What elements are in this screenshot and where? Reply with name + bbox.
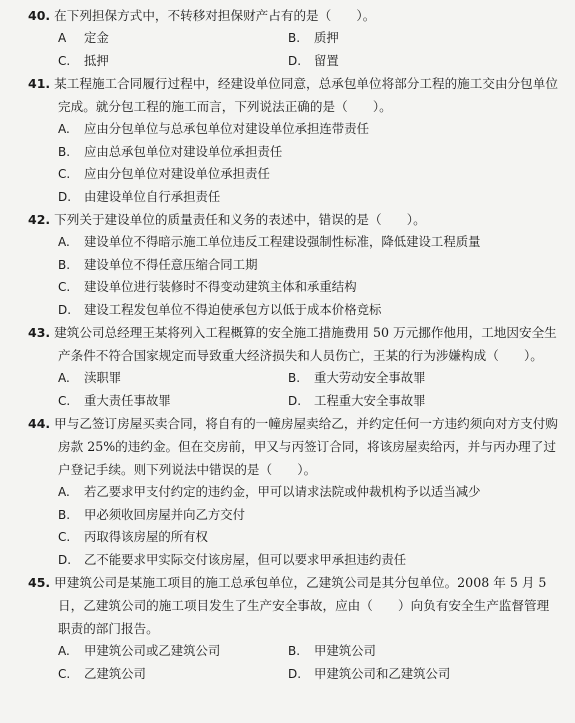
question-stem bbox=[28, 412, 561, 481]
option-label: D. bbox=[58, 552, 72, 567]
option-text: 质押 bbox=[314, 30, 339, 45]
option-label: A. bbox=[58, 485, 70, 499]
option-c bbox=[58, 663, 288, 686]
option-d bbox=[58, 186, 561, 209]
question-text: 在下列担保方式中，不转移对担保财产占有的是（ ）。 bbox=[54, 8, 376, 23]
option-label: A. bbox=[58, 371, 70, 385]
option-d bbox=[288, 390, 518, 413]
option-label: D. bbox=[58, 302, 72, 317]
options bbox=[58, 231, 561, 321]
question-number: 41. bbox=[28, 76, 51, 91]
option-a bbox=[58, 481, 561, 504]
option-label: C. bbox=[58, 393, 71, 408]
option-d bbox=[288, 663, 518, 686]
option-text: 丙取得该房屋的所有权 bbox=[84, 529, 208, 544]
question-number: 42. bbox=[28, 212, 51, 227]
option-b bbox=[58, 254, 561, 277]
option-a bbox=[58, 640, 288, 663]
option-label: D. bbox=[288, 53, 302, 68]
option-text: 甲必须收回房屋并向乙方交付 bbox=[84, 506, 246, 522]
option-c bbox=[58, 276, 561, 299]
option-label: C. bbox=[58, 530, 71, 544]
option-text: 应由总承包单位对建设单位承担责任 bbox=[84, 143, 283, 159]
option-text: 渎职罪 bbox=[84, 370, 122, 385]
option-text: 工程重大安全事故罪 bbox=[314, 392, 426, 408]
option-label: C. bbox=[58, 53, 71, 68]
option-text: 由建设单位自行承担责任 bbox=[84, 188, 221, 204]
option-b bbox=[288, 27, 518, 50]
option-c bbox=[58, 163, 561, 186]
option-a bbox=[58, 118, 561, 141]
option-c bbox=[58, 526, 561, 549]
question-44 bbox=[28, 412, 561, 571]
question-number: 40. bbox=[28, 8, 51, 23]
option-c bbox=[58, 50, 288, 73]
options bbox=[58, 640, 561, 685]
question-stem bbox=[28, 72, 561, 118]
options bbox=[58, 27, 561, 72]
options bbox=[58, 367, 561, 412]
option-label: B. bbox=[58, 257, 71, 272]
option-label: C. bbox=[58, 666, 71, 681]
option-text: 若乙要求甲支付约定的违约金，甲可以请求法院或仲裁机构予以适当减少 bbox=[84, 484, 481, 499]
question-text: 甲与乙签订房屋买卖合同，将自有的一幢房屋卖给乙，并约定任何一方违约须向对方支付购房款 25%的违约金。但在交房前，甲又与丙签订合同，将该房屋卖给丙，并与丙办理了过户登记手续。则下列说法中错误的是（ ）。 bbox=[54, 416, 558, 477]
question-text: 下列关于建设单位的质量责任和义务的表述中，错误的是（ ）。 bbox=[54, 212, 426, 227]
question-40 bbox=[28, 4, 561, 72]
question-stem bbox=[28, 571, 561, 640]
option-text: 乙不能要求甲实际交付该房屋，但可以要求甲承担违约责任 bbox=[84, 551, 407, 567]
option-text: 甲建筑公司或乙建筑公司 bbox=[84, 643, 221, 658]
question-text: 建筑公司总经理王某将列入工程概算的安全施工措施费用 50 万元挪作他用，工地因安全生产条件不符合国家规定而导致重大经济损失和人员伤亡，王某的行为涉嫌构成（ ）。 bbox=[54, 325, 557, 363]
option-label: D. bbox=[58, 189, 72, 204]
question-number: 43. bbox=[28, 325, 51, 340]
option-label: C. bbox=[58, 167, 71, 181]
option-label: A. bbox=[58, 122, 70, 136]
option-label: A bbox=[58, 31, 67, 45]
options bbox=[58, 118, 561, 208]
option-a bbox=[58, 367, 288, 390]
question-text: 甲建筑公司是某施工项目的施工总承包单位，乙建筑公司是其分包单位。2008 年 5 月 5 日，乙建筑公司的施工项目发生了生产安全事故，应由（ ）向负有安全生产监督管理职责的部门报告。 bbox=[54, 575, 550, 636]
option-text: 抵押 bbox=[84, 52, 109, 68]
option-text: 乙建筑公司 bbox=[84, 665, 146, 681]
option-text: 留置 bbox=[314, 52, 339, 68]
option-text: 甲建筑公司 bbox=[314, 643, 376, 658]
question-42 bbox=[28, 208, 561, 321]
option-label: D. bbox=[288, 666, 302, 681]
option-text: 应由分包单位与总承包单位对建设单位承担连带责任 bbox=[84, 121, 369, 136]
option-label: A. bbox=[58, 235, 70, 249]
question-stem bbox=[28, 321, 561, 367]
option-text: 甲建筑公司和乙建筑公司 bbox=[314, 665, 451, 681]
option-label: B. bbox=[288, 371, 301, 385]
option-text: 建设单位不得暗示施工单位违反工程建设强制性标准，降低建设工程质量 bbox=[84, 234, 481, 249]
option-b bbox=[288, 367, 518, 390]
option-c bbox=[58, 390, 288, 413]
question-43 bbox=[28, 321, 561, 412]
option-a bbox=[58, 27, 288, 50]
option-b bbox=[58, 504, 561, 527]
option-text: 应由分包单位对建设单位承担责任 bbox=[84, 166, 270, 181]
option-d bbox=[58, 299, 561, 322]
option-label: D. bbox=[288, 393, 302, 408]
question-stem bbox=[28, 4, 561, 27]
question-text: 某工程施工合同履行过程中，经建设单位同意，总承包单位将部分工程的施工交由分包单位完成。就分包工程的施工而言，下列说法正确的是（ ）。 bbox=[54, 76, 558, 114]
option-text: 建设工程发包单位不得迫使承包方以低于成本价格竞标 bbox=[84, 301, 382, 317]
option-label: B. bbox=[58, 144, 71, 159]
option-d bbox=[58, 549, 561, 572]
question-stem bbox=[28, 208, 561, 231]
option-label: B. bbox=[288, 644, 301, 658]
option-text: 重大劳动安全事故罪 bbox=[314, 370, 426, 385]
options bbox=[58, 481, 561, 571]
option-label: C. bbox=[58, 280, 71, 294]
option-label: A. bbox=[58, 644, 70, 658]
option-text: 建设单位不得任意压缩合同工期 bbox=[84, 256, 258, 272]
option-d bbox=[288, 50, 518, 73]
option-text: 定金 bbox=[84, 30, 109, 45]
option-b bbox=[58, 141, 561, 164]
question-41 bbox=[28, 72, 561, 208]
option-text: 重大责任事故罪 bbox=[84, 392, 171, 408]
option-b bbox=[288, 640, 518, 663]
option-text: 建设单位进行装修时不得变动建筑主体和承重结构 bbox=[84, 279, 357, 294]
question-number: 44. bbox=[28, 416, 51, 431]
question-number: 45. bbox=[28, 575, 51, 590]
option-a bbox=[58, 231, 561, 254]
option-label: B. bbox=[58, 507, 71, 522]
option-label: B. bbox=[288, 31, 301, 45]
question-45 bbox=[28, 571, 561, 685]
